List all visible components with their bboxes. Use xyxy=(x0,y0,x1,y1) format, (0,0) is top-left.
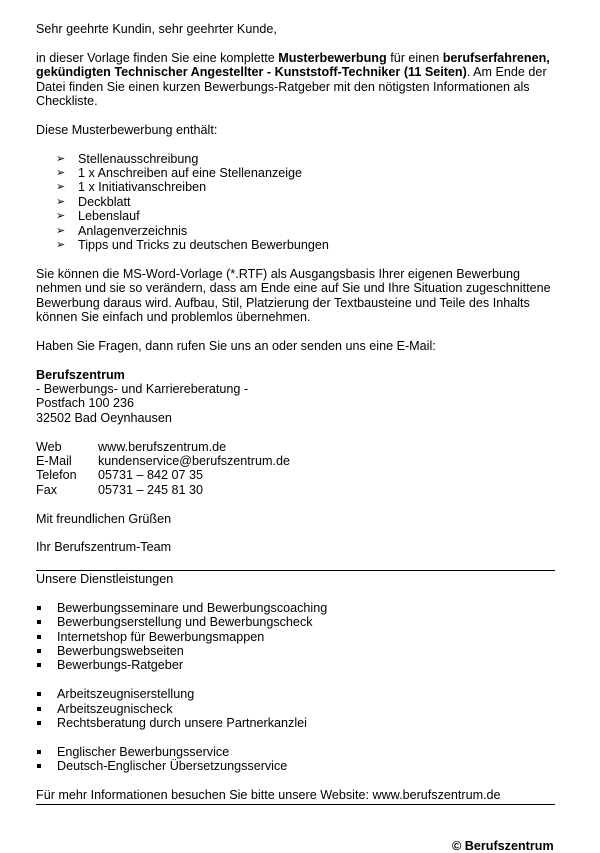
salutation: Sehr geehrte Kundin, sehr geehrter Kunde, xyxy=(36,22,277,36)
list-item: ➢ 1 x Initiativanschreiben xyxy=(56,180,207,195)
phone-number: 05731 – 842 07 35 xyxy=(98,468,204,483)
more-info-text: Für mehr Informationen besuchen Sie bitte unsere Website: www.berufszentrum.de xyxy=(36,787,501,802)
closing: Mit freundlichen Grüßen xyxy=(36,511,172,526)
intro-paragraph: in dieser Vorlage finden Sie eine komplette Musterbewerbung für einen berufserfahrenen, gekündigten Technischer Angestellter - Kunststoff-Techniker (11 Seiten). Am Ende der Datei finden Sie einen kurzen Bewerbungs-Ratgeber mit den nötigsten Informationen als Checkliste. xyxy=(36,50,550,109)
services-list-3 xyxy=(36,745,556,774)
email-link[interactable]: kundenservice@berufszentrum.de xyxy=(98,454,290,469)
square-bullet-icon xyxy=(37,692,41,696)
arrow-bullet-icon: ➢ xyxy=(56,181,66,194)
copyright-footer: © Berufszentrum xyxy=(452,839,554,853)
list-item: Bewerbungsseminare und Bewerbungscoaching xyxy=(36,601,556,615)
square-bullet-icon xyxy=(37,750,41,754)
services-list-2 xyxy=(36,687,556,730)
arrow-bullet-icon: ➢ xyxy=(56,195,66,208)
list-item: Internetshop für Bewerbungsmappen xyxy=(36,630,556,644)
contact-row-phone: Telefon 05731 – 842 07 35 xyxy=(36,468,204,483)
website-link[interactable]: www.berufszentrum.de xyxy=(98,439,227,454)
square-bullet-icon xyxy=(37,606,41,610)
arrow-bullet-icon: ➢ xyxy=(56,210,66,223)
divider xyxy=(36,804,555,805)
list-item: Bewerbungserstellung und Bewerbungscheck xyxy=(36,615,556,629)
list-item: Englischer Bewerbungsservice xyxy=(36,745,556,759)
list-item: Rechtsberatung durch unsere Partnerkanzlei xyxy=(36,716,556,730)
list-item: Arbeitszeugnischeck xyxy=(36,702,556,716)
services-heading: Unsere Dienstleistungen xyxy=(36,571,174,586)
list-item: Bewerbungs-Ratgeber xyxy=(36,658,556,672)
signature: Ihr Berufszentrum-Team xyxy=(36,540,172,555)
list-item: ➢ Lebenslauf xyxy=(56,209,140,224)
list-item: Bewerbungswebseiten xyxy=(36,644,556,658)
address-line: Postfach 100 236 xyxy=(36,396,135,411)
company-name: Berufszentrum xyxy=(36,367,125,382)
square-bullet-icon xyxy=(37,620,41,624)
address-line: - Bewerbungs- und Karriereberatung - xyxy=(36,382,249,397)
square-bullet-icon xyxy=(37,663,41,667)
list-item: Arbeitszeugniserstellung xyxy=(36,687,556,701)
address-block xyxy=(36,368,556,426)
document-body xyxy=(36,22,556,805)
list-item: Deutsch-Englischer Übersetzungsservice xyxy=(36,759,556,773)
word-template-paragraph: Sie können die MS-Word-Vorlage (*.RTF) als Ausgangsbasis Ihrer eigenen Bewerbung nehmen und sie so verändern, dass am Ende eine auf Sie und Ihre Situation zugeschnittene Bewerbung daraus wird. Aufbau, Stil, Platzierung der Textbausteine und Teile des Inhalts können Sie einfach und problemlos übernehmen. xyxy=(36,266,551,325)
list-item: ➢ Anlagenverzeichnis xyxy=(56,223,188,238)
questions-paragraph: Haben Sie Fragen, dann rufen Sie uns an oder senden uns eine E-Mail: xyxy=(36,338,436,353)
list-item: ➢ 1 x Anschreiben auf eine Stellenanzeige xyxy=(56,166,303,181)
list-item: ➢ Stellenausschreibung xyxy=(56,151,199,166)
list-item: ➢ Deckblatt xyxy=(56,194,131,209)
services-list-1 xyxy=(36,601,556,673)
arrow-bullet-icon: ➢ xyxy=(56,167,66,180)
contact-row-fax: Fax 05731 – 245 81 30 xyxy=(36,482,204,497)
list-item: ➢ Tipps und Tricks zu deutschen Bewerbungen xyxy=(56,238,329,253)
square-bullet-icon xyxy=(37,764,41,768)
arrow-bullet-icon: ➢ xyxy=(56,152,66,165)
square-bullet-icon xyxy=(37,635,41,639)
contact-row-web: Web www.berufszentrum.de xyxy=(36,439,227,454)
square-bullet-icon xyxy=(37,707,41,711)
address-line: 32502 Bad Oeynhausen xyxy=(36,410,172,425)
contents-heading: Diese Musterbewerbung enthält: xyxy=(36,122,218,137)
contact-row-email: E-Mail kundenservice@berufszentrum.de xyxy=(36,454,290,469)
contents-list xyxy=(56,152,556,253)
square-bullet-icon xyxy=(37,649,41,653)
contact-block xyxy=(36,440,556,498)
divider xyxy=(36,570,555,571)
arrow-bullet-icon: ➢ xyxy=(56,224,66,237)
fax-number: 05731 – 245 81 30 xyxy=(98,482,204,497)
arrow-bullet-icon: ➢ xyxy=(56,239,66,252)
square-bullet-icon xyxy=(37,721,41,725)
